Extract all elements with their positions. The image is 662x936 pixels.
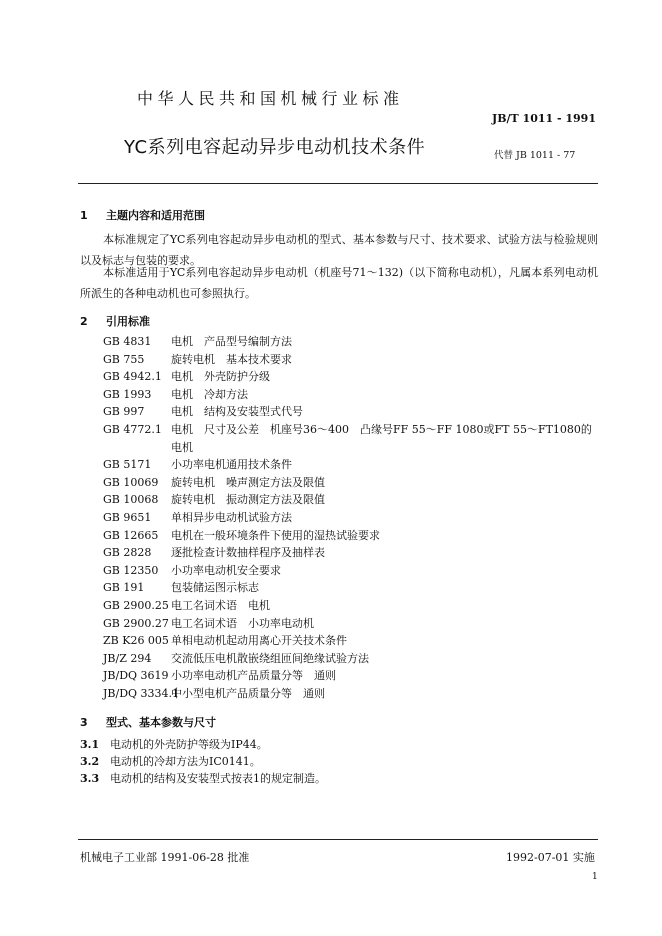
- ref-code: GB 191: [103, 581, 145, 595]
- ref-name: 电机 冷却方法: [171, 387, 248, 401]
- referenced-standards-list: [103, 333, 603, 702]
- clause-number: 3.3: [80, 772, 100, 785]
- org-title: 中华人民共和国机械行业标准: [137, 89, 404, 108]
- ref-code: JB/Z 294: [103, 651, 152, 665]
- ref-code: GB 1993: [103, 387, 152, 401]
- section-1-paragraph: 本标准规定了YC系列电容起动异步电动机的型式、基本参数与尺寸、技术要求、试验方法与检验规则以及标志与包装的要求。: [80, 233, 598, 267]
- ref-code: GB 2828: [103, 546, 152, 560]
- ref-item: [103, 667, 603, 685]
- ref-code: GB 2900.27: [103, 616, 169, 630]
- replaces-note: 代替 JB 1011 - 77: [494, 150, 576, 161]
- ref-name: 旋转电机 基本技术要求: [171, 352, 292, 366]
- ref-item: [103, 579, 603, 597]
- approval-note: 机械电子工业部 1991-06-28 批准: [80, 851, 250, 864]
- page-number: 1: [592, 872, 598, 882]
- section-title: 型式、基本参数与尺寸: [106, 716, 216, 729]
- ref-name: 单相异步电动机试验方法: [171, 510, 292, 524]
- ref-item: [103, 456, 603, 474]
- header-divider: [78, 183, 598, 184]
- ref-name: 电工名词术语 电机: [171, 598, 270, 612]
- clause-number: 3.1: [80, 738, 100, 751]
- ref-code: GB 12665: [103, 528, 159, 542]
- ref-name: 电机 外壳防护分级: [171, 370, 270, 384]
- ref-item: [103, 351, 603, 369]
- ref-name: 小功率电动机产品质量分等 通则: [171, 669, 336, 683]
- clause-item: [80, 753, 261, 770]
- ref-code: GB 755: [103, 352, 145, 366]
- ref-name: 单相电动机起动用离心开关技术条件: [171, 634, 347, 648]
- ref-item: [103, 650, 603, 668]
- clause-text: 电动机的冷却方法为IC0141。: [110, 755, 261, 768]
- ref-item: [103, 527, 603, 545]
- ref-name: 小功率电机通用技术条件: [171, 458, 292, 472]
- section-title: 主题内容和适用范围: [106, 209, 205, 222]
- ref-name: 电工名词术语 小功率电动机: [171, 616, 314, 630]
- ref-item: [103, 597, 603, 615]
- ref-code: GB 4831: [103, 335, 152, 348]
- ref-code: GB 2900.25: [103, 598, 169, 612]
- section-2-heading: [80, 313, 150, 329]
- section-3-heading: [80, 714, 216, 730]
- ref-code: GB 4942.1: [103, 370, 162, 384]
- clause-item: [80, 736, 268, 753]
- ref-item: [103, 632, 603, 650]
- standard-code: JB/T 1011 - 1991: [492, 112, 596, 125]
- clause-item: [80, 770, 326, 787]
- ref-code: GB 9651: [103, 510, 152, 524]
- ref-name: 逐批检查计数抽样程序及抽样表: [171, 546, 325, 560]
- ref-code: GB 10068: [103, 493, 159, 507]
- document-title: YC系列电容起动异步电动机技术条件: [124, 137, 426, 158]
- ref-code: GB 5171: [103, 458, 152, 472]
- ref-item: [103, 685, 603, 703]
- ref-code: GB 12350: [103, 563, 159, 577]
- ref-item: [103, 403, 603, 421]
- clause-text: 电动机的外壳防护等级为IP44。: [110, 738, 268, 751]
- implementation-date: 1992-07-01 实施: [506, 851, 595, 864]
- ref-item: [103, 562, 603, 580]
- ref-name: 电机在一般环境条件下使用的湿热试验要求: [171, 528, 380, 542]
- ref-code: GB 997: [103, 405, 145, 419]
- section-number: 2: [80, 315, 88, 328]
- ref-code: ZB K26 005: [103, 634, 169, 648]
- ref-code: GB 10069: [103, 475, 159, 489]
- section-1-paragraph: 本标准适用于YC系列电容起动异步电动机（机座号71～132)（以下简称电动机），凡属本系列电动机所派生的各种电动机也可参照执行。: [80, 266, 598, 300]
- section-number: 3: [80, 716, 88, 729]
- ref-item: [103, 615, 603, 633]
- ref-item: [103, 544, 603, 562]
- section-number: 1: [80, 209, 88, 222]
- clause-text: 电动机的结构及安装型式按表1的规定制造。: [110, 772, 326, 785]
- ref-name: 电机 结构及安装型式代号: [171, 405, 303, 419]
- ref-name: 旋转电机 振动测定方法及限值: [171, 493, 325, 507]
- ref-name: 中小型电机产品质量分等 通则: [171, 686, 325, 700]
- ref-item: [103, 509, 603, 527]
- ref-name: 电机 产品型号编制方法: [171, 335, 292, 348]
- ref-name: 旋转电机 噪声测定方法及限值: [171, 475, 325, 489]
- ref-code: JB/DQ 3334.1: [103, 686, 180, 700]
- ref-name: 包装储运图示标志: [171, 581, 259, 595]
- ref-item: [103, 333, 603, 351]
- ref-item: [103, 491, 603, 509]
- ref-item: [103, 421, 603, 456]
- ref-item: [103, 386, 603, 404]
- ref-code: JB/DQ 3619: [103, 669, 169, 683]
- clause-number: 3.2: [80, 755, 100, 768]
- section-title: 引用标准: [106, 315, 150, 328]
- ref-item: [103, 474, 603, 492]
- section-1-heading: [80, 207, 205, 223]
- ref-name: 交流低压电机散嵌绕组匝间绝缘试验方法: [171, 651, 369, 665]
- ref-name: 小功率电动机安全要求: [171, 563, 281, 577]
- ref-code: GB 4772.1: [103, 422, 162, 436]
- ref-item: [103, 368, 603, 386]
- ref-name: 电机 尺寸及公差 机座号36～400 凸缘号FF 55～FF 1080或FT 55～FT1080的电机: [171, 422, 592, 454]
- footer-divider: [78, 839, 598, 840]
